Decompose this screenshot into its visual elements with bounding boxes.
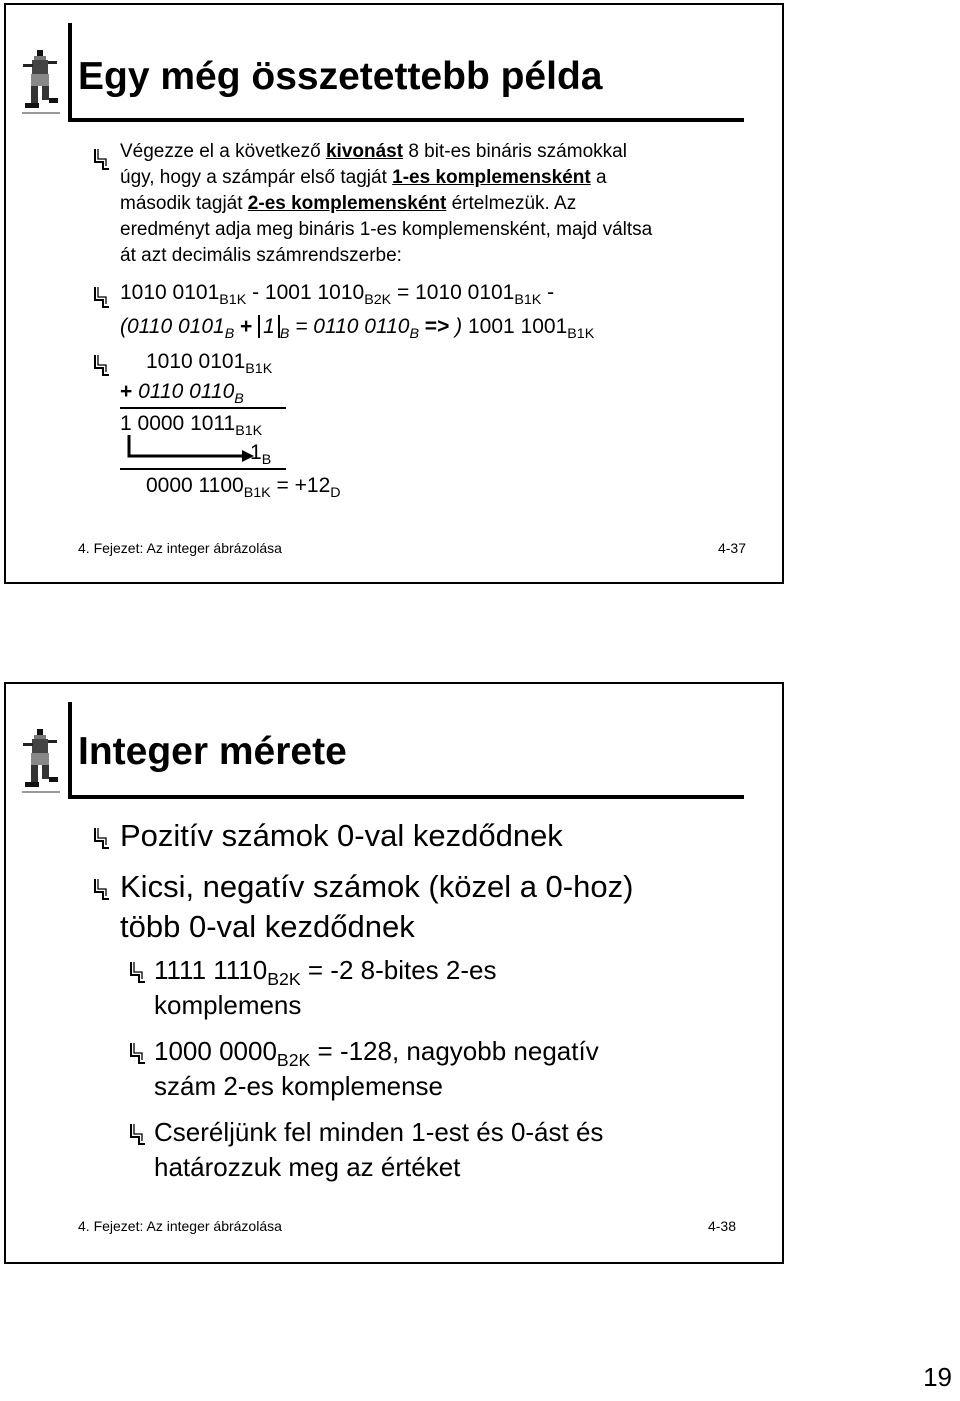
bullet-negative: Kicsi, negatív számok (közel a 0-hoz) több 0-val kezdődnek [120, 869, 634, 944]
bullet-icon [92, 826, 112, 850]
title-horizontal-rule [68, 118, 744, 122]
bullet-icon [92, 353, 112, 377]
equation-line-1: 1010 $0101_{B1K} - 1001$ $1010_{B2K} = 1010$ $0101_{B1K}$ - [120, 281, 555, 308]
slide-title: Egy még összetettebb példa [78, 55, 603, 98]
title-vertical-rule [68, 23, 72, 119]
slide-1 [4, 3, 784, 584]
footer-slide-number: 4-38 [707, 1218, 736, 1234]
title-horizontal-rule [68, 795, 744, 799]
mascot-icon [20, 728, 62, 796]
intro-line: eredményt adja meg bináris 1-es komplemensként, majd váltsa [120, 219, 653, 240]
slide-2 [4, 682, 784, 1264]
bullet-icon [92, 147, 112, 171]
calc-row-5: 0000 $1100_{B1K} = +12_D$ [146, 474, 341, 501]
footer-slide-number: 4-37 [717, 540, 746, 556]
intro-paragraph [120, 139, 652, 269]
bullet-positive: Pozitív számok 0-val kezdődnek [120, 818, 563, 853]
mascot-icon [20, 49, 62, 117]
page-number: 19 [923, 1362, 952, 1392]
calc-row-1: 1010 $0101_{B1K}$ [146, 350, 273, 377]
intro-line: második tagját 2-es komplemensként értelmezük. Az [120, 193, 577, 214]
sub-bullet-1: 1111 $1110_{B2K} = -2$ 8-bites 2-es komplemens [154, 955, 497, 1020]
sub-bullet-3: Cseréljünk fel minden 1-est és 0-ást és határozzuk meg az értéket [154, 1117, 604, 1182]
title-vertical-rule [68, 702, 72, 798]
footer-chapter: 4. Fejezet: Az integer ábrázolása [78, 540, 282, 556]
bullet-icon [128, 1122, 148, 1146]
intro-line: át azt decimális számrendszerbe: [120, 245, 402, 266]
equation-line-2: (0110 $0101_B + 1$ $_B$ = 0110 $0110_B$ => ) 1001 $1001_{B1K}$ [120, 315, 595, 342]
bullet-icon [128, 1041, 148, 1065]
sub-bullet-2: 1000 $0000_{B2K} = -128$, nagyobb negatív szám 2-es komplemense [154, 1036, 599, 1101]
calc-row-4: $1_B$ [250, 441, 272, 468]
result-rule [120, 468, 286, 470]
calc-row-2: + 0110 $0110_B$ [120, 380, 244, 407]
bullet-icon [92, 877, 112, 901]
intro-line: Végezze el a következő kivonást 8 bit-es bináris számokkal [120, 141, 627, 162]
calc-row-3: 1 0000 $1011_{B1K}$ [120, 412, 263, 439]
bullet-icon [92, 285, 112, 309]
bullet-icon [128, 960, 148, 984]
slide-title: Integer mérete [78, 730, 347, 773]
intro-line: úgy, hogy a számpár első tagját 1-es komplemensként a [120, 167, 607, 188]
carry-arrow-icon [120, 433, 260, 463]
footer-chapter: 4. Fejezet: Az integer ábrázolása [78, 1218, 282, 1234]
